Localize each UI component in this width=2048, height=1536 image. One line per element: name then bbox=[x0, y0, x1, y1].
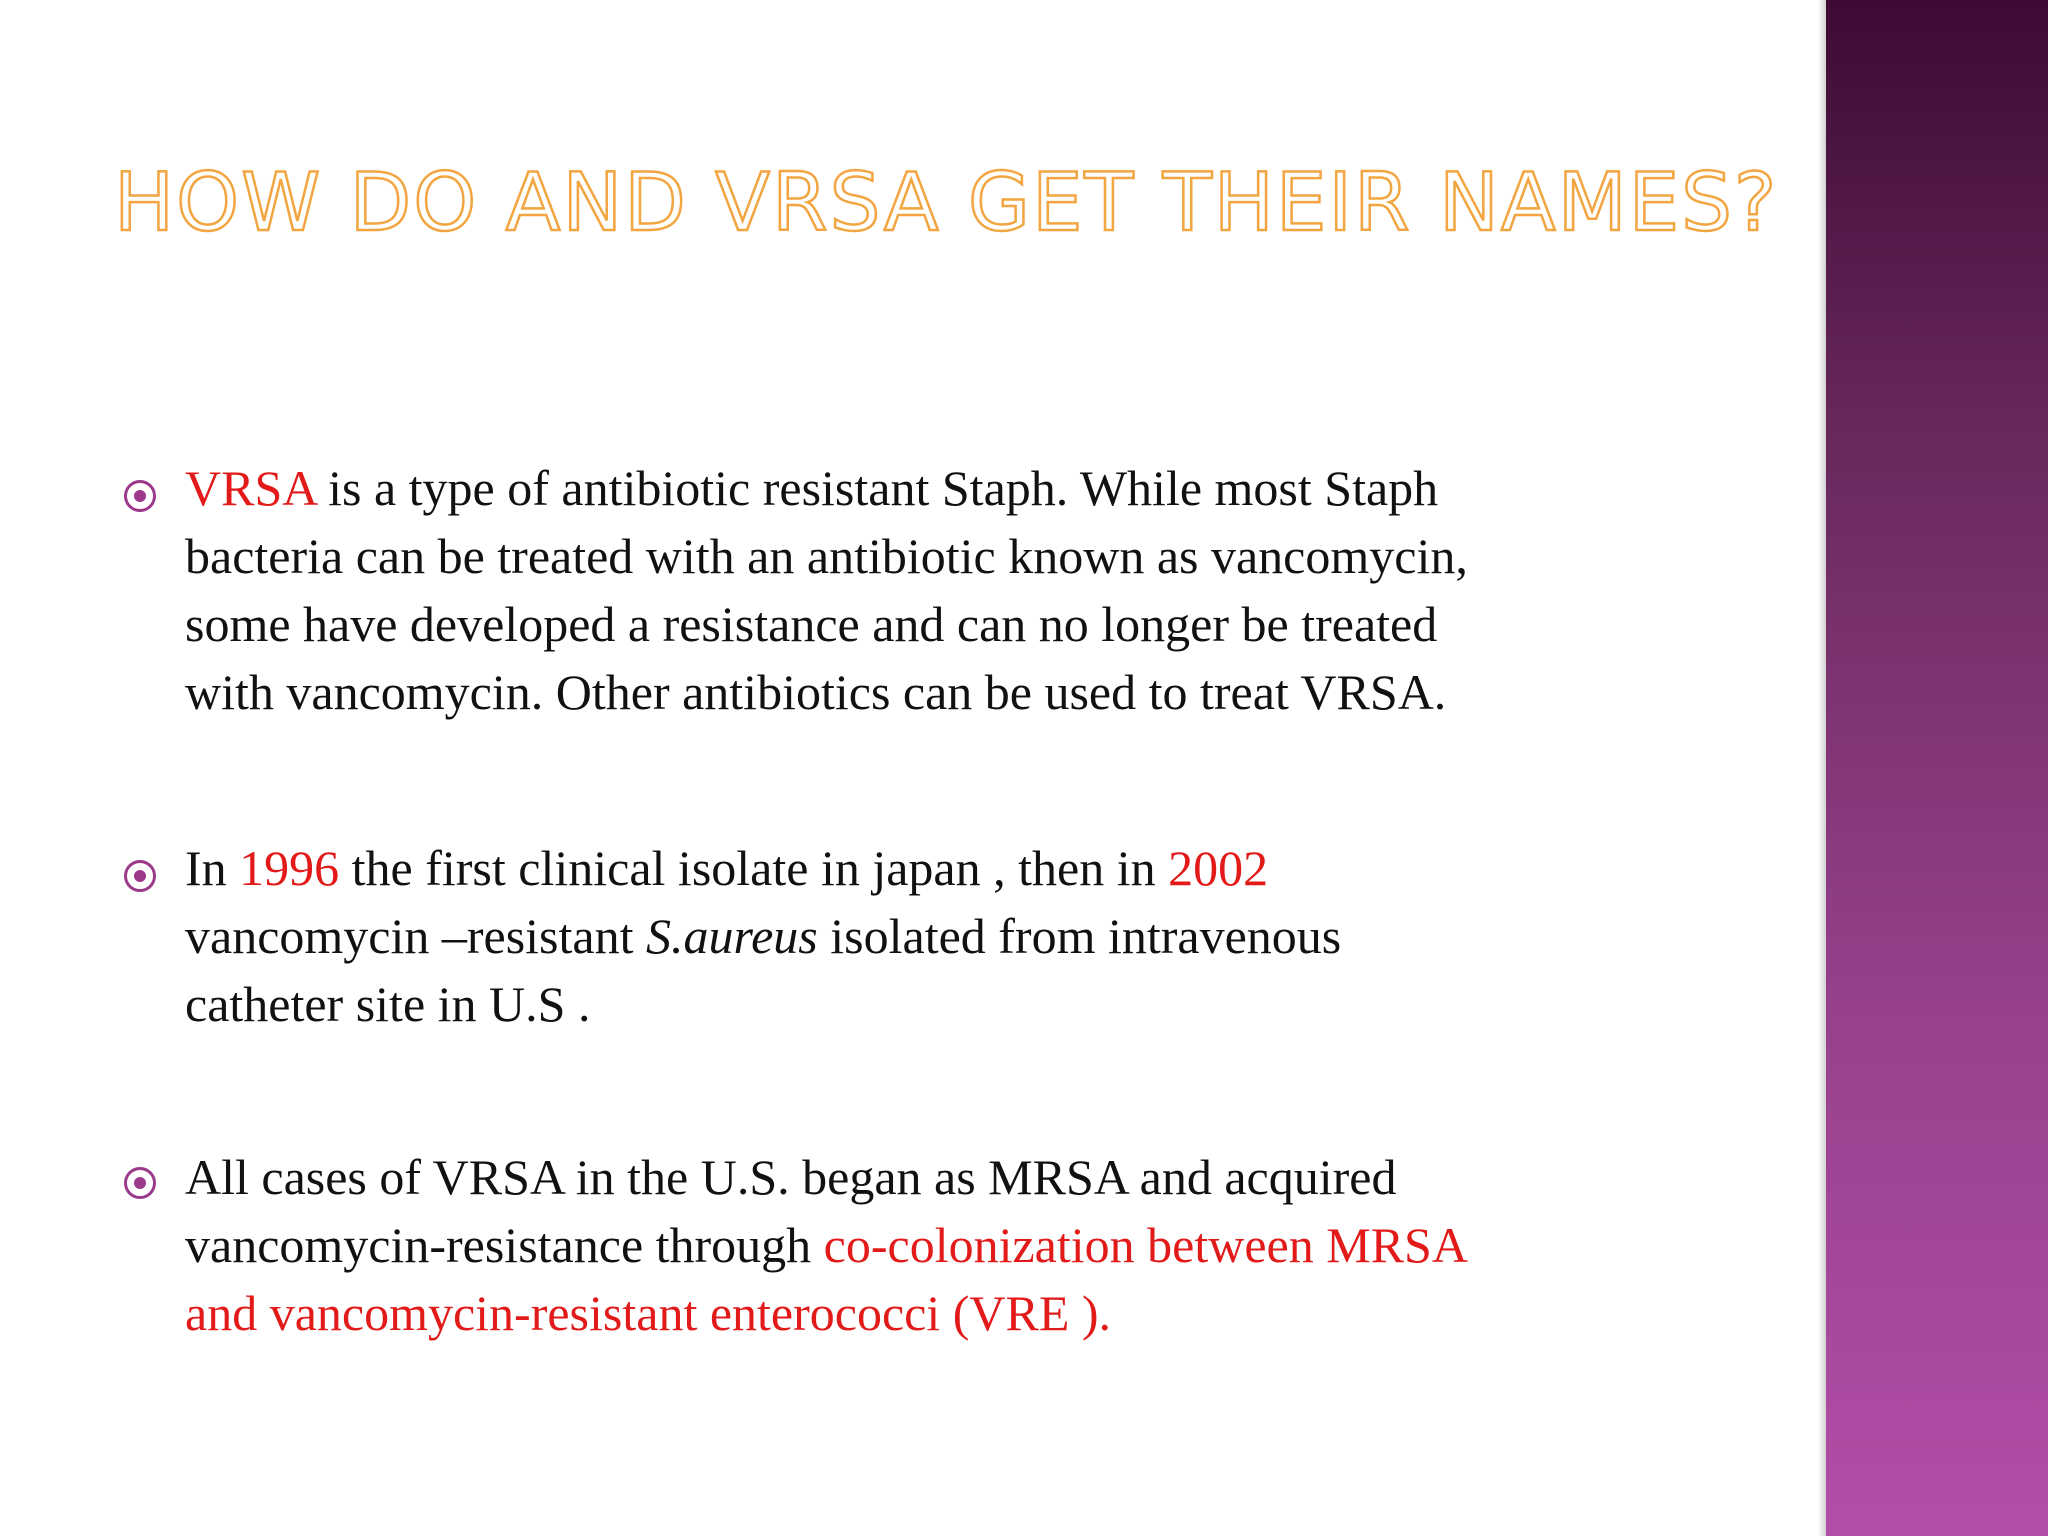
target-bullet-icon bbox=[124, 1167, 156, 1199]
text-line: some have developed a resistance and can no longer be treated bbox=[185, 596, 1438, 652]
bullet-text bbox=[185, 454, 1665, 726]
bullet-text bbox=[185, 1143, 1665, 1347]
decorative-side-band bbox=[1826, 0, 2048, 1536]
highlight-term: VRSA bbox=[185, 460, 316, 516]
text-line: bacteria can be treated with an antibiotic known as vancomycin, bbox=[185, 528, 1468, 584]
text-fragment: vancomycin-resistance through bbox=[185, 1217, 824, 1273]
bullet-text bbox=[185, 834, 1665, 1038]
text-line: catheter site in U.S . bbox=[185, 976, 591, 1032]
highlight-phrase: and vancomycin-resistant enterococci (VRE ). bbox=[185, 1285, 1112, 1341]
text-line: is a type of antibiotic resistant Staph. While most Staph bbox=[315, 460, 1439, 516]
text-line: All cases of VRSA in the U.S. began as MRSA and acquired bbox=[185, 1149, 1397, 1205]
highlight-phrase: co-colonization between MRSA bbox=[823, 1217, 1468, 1273]
text-fragment: In bbox=[185, 840, 240, 896]
text-fragment: the first clinical isolate in japan , then in bbox=[339, 840, 1169, 896]
target-bullet-icon bbox=[124, 860, 156, 892]
highlight-year: 1996 bbox=[239, 840, 340, 896]
text-line: with vancomycin. Other antibiotics can be used to treat VRSA. bbox=[185, 664, 1447, 720]
text-fragment: isolated from intravenous bbox=[817, 908, 1342, 964]
target-bullet-icon bbox=[124, 480, 156, 512]
slide-title: HOW DO AND VRSA GET THEIR NAMES? bbox=[114, 156, 1779, 249]
species-name: S.aureus bbox=[646, 908, 818, 964]
text-fragment: vancomycin –resistant bbox=[185, 908, 646, 964]
highlight-year: 2002 bbox=[1168, 840, 1269, 896]
